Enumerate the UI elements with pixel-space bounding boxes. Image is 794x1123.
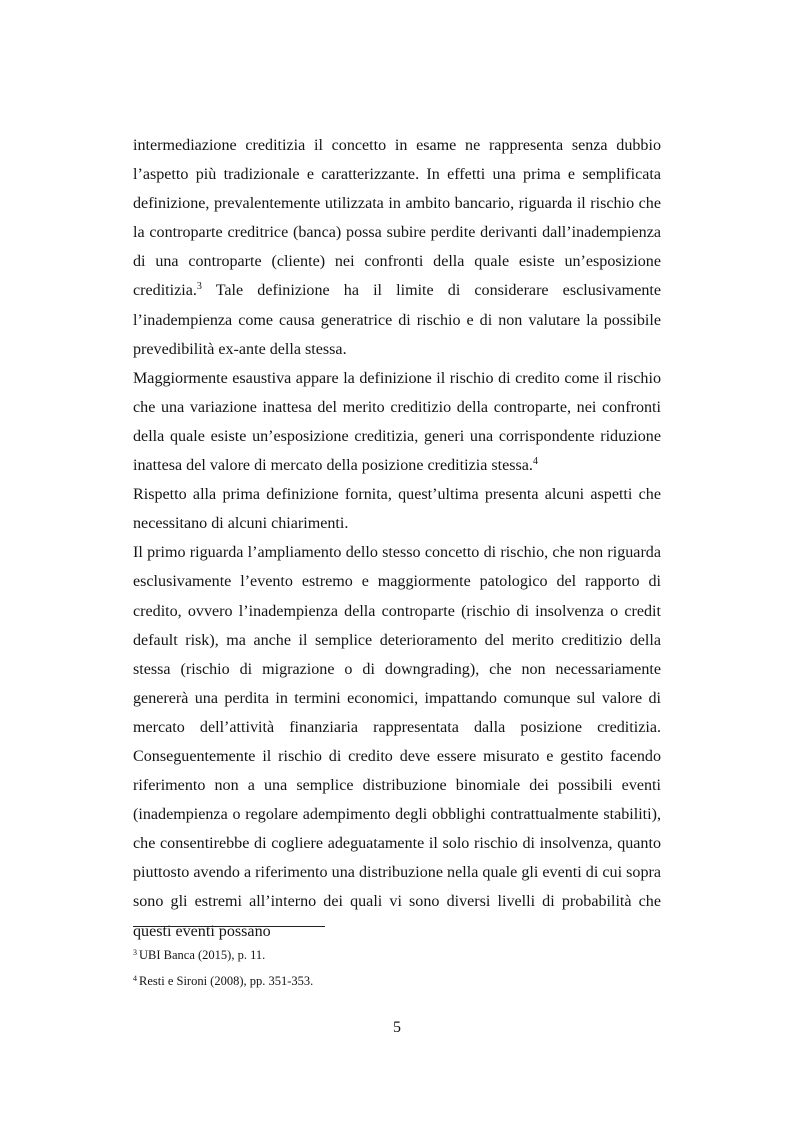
footnote-text: UBI Banca (2015), p. 11. bbox=[139, 948, 266, 962]
paragraph bbox=[133, 131, 661, 364]
footnote bbox=[133, 968, 661, 994]
footnote-separator bbox=[133, 926, 325, 927]
paragraph-text: Maggiormente esaustiva appare la definizione il rischio di credito come il rischio che una variazione inattesa del merito creditizio della controparte, nei confronti della quale esiste un’esposizione creditizia, generi una corrispondente riduzione inattesa del valore di mercato della posizione creditizia stessa. bbox=[133, 369, 661, 475]
page-number: 5 bbox=[393, 1019, 401, 1036]
footnote-reference: 4 bbox=[532, 456, 538, 468]
body-text bbox=[133, 131, 661, 946]
paragraph-text: intermediazione creditizia il concetto in esame ne rappresenta senza dubbio l’aspetto più tradizionale e caratterizzante. In effetti una prima e semplificata definizione, prevalentemente utilizzata in ambito bancario, riguarda il rischio che la controparte creditrice (banca) possa subire perdite derivanti dall’inadempienza di una controparte (cliente) nei confronti della quale esiste un’esposizione creditizia. bbox=[133, 137, 661, 300]
paragraph-text: Il primo riguarda l’ampliamento dello stesso concetto di rischio, che non riguarda esclusivamente l’evento estremo e maggiormente patologico del rapporto di credito, ovvero l’inadempienza della controparte (rischio di insolvenza o credit default risk), ma anche il semplice deterioramento del merito creditizio della stessa (rischio di migrazione o di downgrading), che non necessariamente genererà una perdita in termini economici, impattando comunque sul valore di mercato dell’attività finanziaria rappresentata dalla posizione creditizia. Conseguentemente il rischio di credito deve essere misurato e gestito facendo riferimento non a una semplice distribuzione binomiale dei possibili eventi (inadempienza o regolare adempimento degli obblighi contrattualmente stabiliti), che consentirebbe di cogliere adeguatamente il solo rischio di insolvenza, quanto piuttosto avendo a riferimento una distribuzione nella quale gli eventi di cui sopra sono gli estremi all’interno dei quali vi sono diversi livelli di probabilità che questi eventi possano bbox=[133, 544, 661, 940]
footnote-number: 4 bbox=[133, 974, 137, 983]
paragraph bbox=[133, 480, 661, 538]
footnote-number: 3 bbox=[133, 948, 137, 957]
footnote-text: Resti e Sironi (2008), pp. 351-353. bbox=[139, 974, 314, 988]
paragraph-text: Rispetto alla prima definizione fornita, quest’ultima presenta alcuni aspetti che necessitano di alcuni chiarimenti. bbox=[133, 486, 661, 533]
footnote bbox=[133, 942, 661, 968]
paragraph-text: Tale definizione ha il limite di considerare esclusivamente l’inadempienza come causa generatrice di rischio e di non valutare la possibile prevedibilità ex-ante della stessa. bbox=[133, 282, 661, 358]
paragraph bbox=[133, 538, 661, 945]
footnote-reference: 3 bbox=[196, 281, 202, 293]
paragraph bbox=[133, 364, 661, 480]
footnotes bbox=[133, 942, 661, 994]
